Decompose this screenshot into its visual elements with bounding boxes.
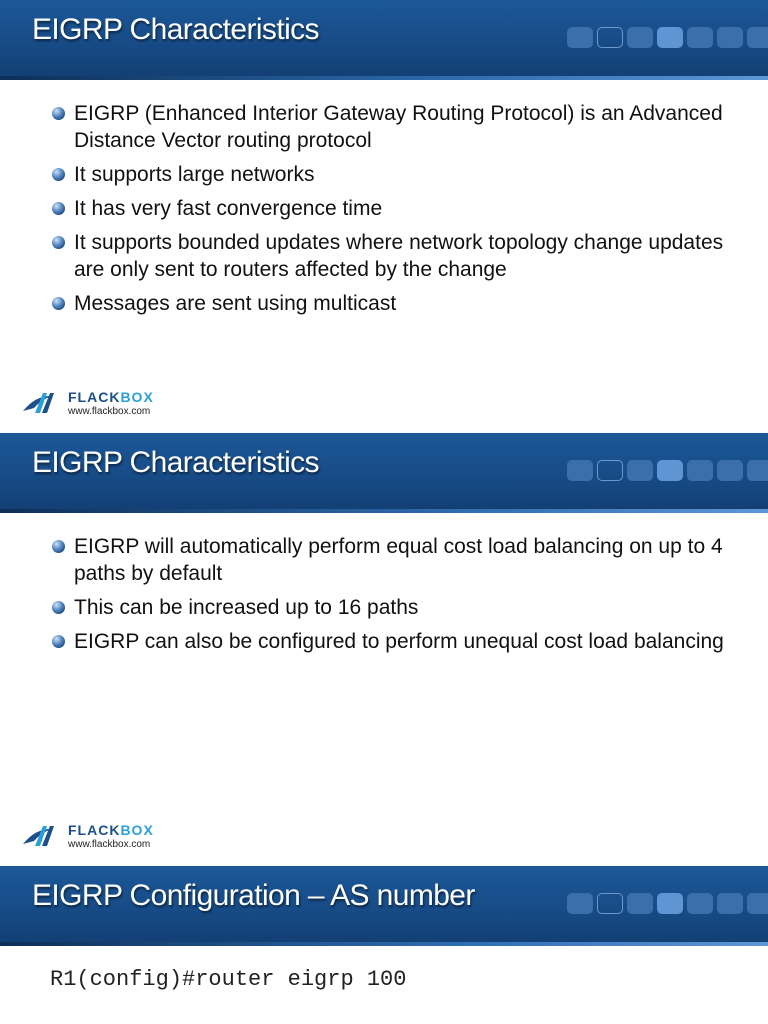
bullet-item: Messages are sent using multicast [50, 290, 740, 317]
slide-1 [0, 0, 768, 433]
flackbox-logo-icon [22, 389, 66, 415]
slide-3-title: EIGRP Configuration – AS number [32, 879, 475, 912]
sphere-bullet-icon [52, 107, 65, 120]
bullet-item: EIGRP will automatically perform equal cost load balancing on up to 4 paths by default [50, 533, 740, 587]
sphere-bullet-icon [52, 601, 65, 614]
bullet-item: It has very fast convergence time [50, 195, 740, 222]
cli-command: R1(config)#router eigrp 100 [50, 967, 407, 992]
slide-2 [0, 433, 768, 866]
bullet-item: EIGRP can also be configured to perform unequal cost load balancing [50, 628, 740, 655]
slide-3-header [0, 866, 768, 946]
flackbox-logo-icon [22, 822, 66, 848]
slide-1-title: EIGRP Characteristics [32, 13, 319, 46]
logo-brand: FLACKBOX [68, 389, 154, 405]
slide-2-title: EIGRP Characteristics [32, 446, 319, 479]
logo-url: www.flackbox.com [68, 839, 151, 850]
sphere-bullet-icon [52, 540, 65, 553]
bullet-item: It supports bounded updates where network topology change updates are only sent to routers affected by the change [50, 229, 740, 283]
slide-1-header [0, 0, 768, 80]
slide-3 [0, 866, 768, 1024]
slide-2-bullet-list [50, 533, 740, 662]
bullet-item: It supports large networks [50, 161, 740, 188]
logo-url: www.flackbox.com [68, 406, 151, 417]
sphere-bullet-icon [52, 297, 65, 310]
sphere-bullet-icon [52, 236, 65, 249]
bullet-item: EIGRP (Enhanced Interior Gateway Routing Protocol) is an Advanced Distance Vector routing protocol [50, 100, 740, 154]
sphere-bullet-icon [52, 635, 65, 648]
slide-2-header [0, 433, 768, 513]
logo-brand: FLACKBOX [68, 822, 154, 838]
sphere-bullet-icon [52, 168, 65, 181]
slide-1-bullet-list [50, 100, 740, 324]
sphere-bullet-icon [52, 202, 65, 215]
bullet-item: This can be increased up to 16 paths [50, 594, 740, 621]
